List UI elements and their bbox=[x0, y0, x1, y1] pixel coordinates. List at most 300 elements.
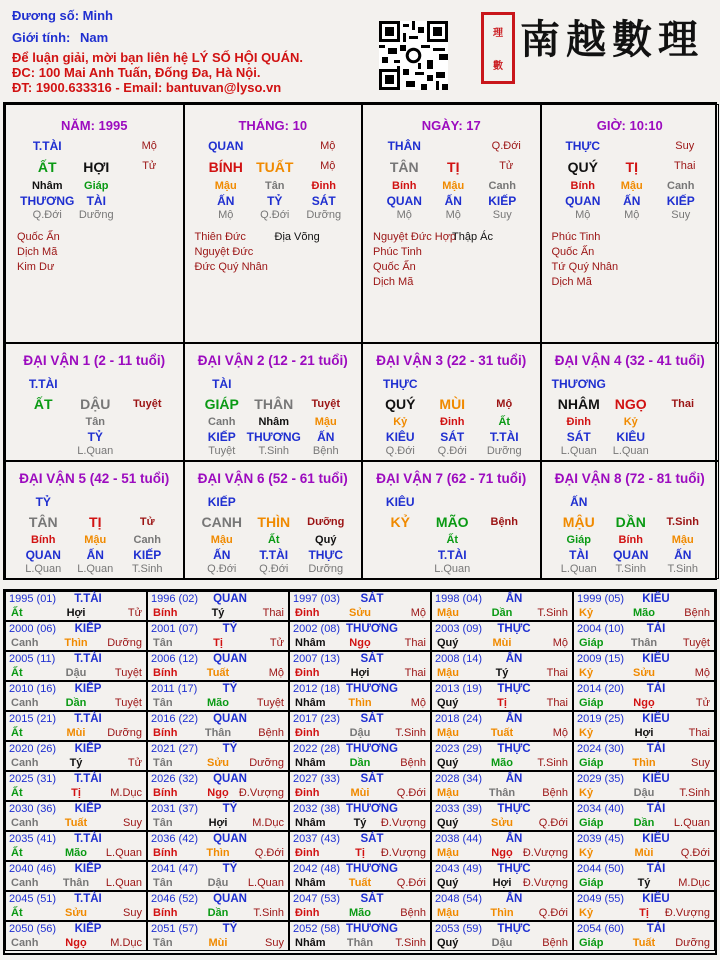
annual-year: 2038 (44) bbox=[435, 833, 483, 845]
dai-van-cell bbox=[541, 343, 720, 461]
annual-god: THƯƠNG bbox=[346, 863, 398, 875]
annual-state: M.Dục bbox=[110, 787, 142, 799]
pillar-cell bbox=[5, 104, 184, 343]
annual-cell bbox=[147, 741, 289, 771]
annual-cell bbox=[147, 921, 289, 951]
annual-chi: Tị bbox=[71, 787, 81, 799]
annual-can: Ất bbox=[11, 607, 23, 619]
annual-cell bbox=[147, 621, 289, 651]
annual-year: 2001 (07) bbox=[151, 623, 199, 635]
annual-cell bbox=[431, 681, 573, 711]
dai-van-state: Dưỡng bbox=[307, 516, 345, 528]
annual-can: Đinh bbox=[295, 607, 320, 619]
special-star: Phúc Tinh bbox=[373, 246, 422, 258]
pillar-cell bbox=[362, 104, 541, 343]
special-star: Nguyệt Đức bbox=[194, 246, 254, 258]
annual-cell bbox=[5, 831, 147, 861]
annual-can: Kỷ bbox=[579, 667, 594, 679]
annual-chi: Mão bbox=[65, 847, 87, 859]
dai-van-god: TÀI bbox=[212, 377, 232, 391]
annual-chi: Thìn bbox=[490, 907, 514, 919]
natal-chart bbox=[3, 102, 717, 580]
annual-chi: Thân bbox=[62, 877, 90, 889]
annual-year: 2028 (34) bbox=[435, 773, 483, 785]
pillar-state-mid: Tử bbox=[142, 160, 157, 172]
annual-god: QUAN bbox=[213, 773, 247, 785]
pillar-title: GIỜ: 10:10 bbox=[596, 118, 663, 133]
annual-state: Thai bbox=[404, 667, 426, 679]
dai-van-chi: MÙI bbox=[439, 396, 466, 412]
annual-chi: Mão bbox=[633, 607, 655, 619]
annual-god: TÀI bbox=[646, 623, 666, 635]
annual-year: 2054 (60) bbox=[577, 923, 625, 935]
special-star: Đức Quý Nhân bbox=[194, 261, 268, 273]
dai-van-god: T.TÀI bbox=[28, 377, 58, 391]
annual-can: Bính bbox=[153, 607, 178, 619]
pillar-state-top: Suy bbox=[675, 140, 695, 152]
annual-can: Bính bbox=[153, 907, 178, 919]
annual-year: 2033 (39) bbox=[435, 803, 483, 815]
annual-can: Tân bbox=[153, 697, 173, 709]
annual-state: Tuyệt bbox=[256, 697, 284, 709]
annual-year: 2014 (20) bbox=[577, 683, 625, 695]
name-value: Minh bbox=[82, 8, 113, 23]
dai-van-hidden-state: L.Quan bbox=[612, 445, 649, 457]
annual-god: ẤN bbox=[505, 833, 523, 845]
annual-cell bbox=[289, 801, 431, 831]
annual-god: T.TÀI bbox=[74, 593, 102, 605]
hidden-god: TỶ bbox=[267, 194, 283, 208]
annual-year: 2027 (33) bbox=[293, 773, 341, 785]
annual-state: Suy bbox=[691, 757, 710, 769]
annual-can: Tân bbox=[153, 637, 173, 649]
annual-cell bbox=[431, 621, 573, 651]
annual-chi: Dậu bbox=[633, 787, 655, 799]
dai-van-hidden-stem: Đinh bbox=[566, 416, 591, 428]
hidden-god: SÁT bbox=[311, 194, 336, 208]
annual-state: Đ.Vượng bbox=[380, 817, 426, 829]
annual-chi: Thìn bbox=[632, 757, 656, 769]
annual-year: 2016 (22) bbox=[151, 713, 199, 725]
hidden-god: QUAN bbox=[386, 194, 422, 208]
annual-state: Dưỡng bbox=[675, 937, 710, 949]
hidden-state: Mộ bbox=[218, 209, 234, 221]
pillar-title: NGÀY: 17 bbox=[421, 118, 481, 133]
annual-year: 2043 (49) bbox=[435, 863, 483, 875]
annual-god: SÁT bbox=[360, 833, 384, 845]
dai-van-chi: DẦN bbox=[615, 514, 646, 530]
dai-van-hidden-god: THƯƠNG bbox=[246, 430, 301, 444]
annual-god: T.TÀI bbox=[74, 653, 102, 665]
annual-year: 2011 (17) bbox=[151, 683, 198, 695]
annual-cell bbox=[431, 831, 573, 861]
name-row bbox=[12, 8, 113, 24]
annual-can: Giáp bbox=[579, 877, 604, 889]
annual-state: Mộ bbox=[268, 667, 284, 679]
annual-state: Thai bbox=[546, 667, 568, 679]
annual-chi: Tị bbox=[213, 637, 223, 649]
annual-state: Suy bbox=[265, 937, 284, 949]
annual-can: Tân bbox=[153, 937, 173, 949]
dai-van-title: ĐẠI VẬN 4 (32 - 41 tuổi) bbox=[554, 353, 705, 368]
annual-god: TỶ bbox=[222, 743, 238, 755]
gender-row bbox=[12, 30, 108, 46]
annual-year: 2031 (37) bbox=[151, 803, 199, 815]
annual-can: Tân bbox=[153, 817, 173, 829]
annual-state: Bệnh bbox=[542, 787, 568, 799]
annual-chi: Dần bbox=[349, 757, 371, 769]
annual-can: Quý bbox=[437, 697, 459, 709]
hidden-stem: Mậu bbox=[442, 180, 465, 192]
annual-chi: Ngọ bbox=[491, 847, 513, 859]
annual-can: Bính bbox=[153, 847, 178, 859]
annual-cell bbox=[147, 681, 289, 711]
annual-can: Nhâm bbox=[295, 817, 326, 829]
annual-state: Đ.Vượng bbox=[238, 787, 284, 799]
pillar-can: TÂN bbox=[389, 159, 419, 175]
annual-cell bbox=[5, 741, 147, 771]
annual-god: T.TÀI bbox=[74, 893, 102, 905]
annual-god: TỶ bbox=[222, 803, 238, 815]
dai-van-hidden-state: L.Quan bbox=[434, 563, 471, 575]
annual-year: 2013 (19) bbox=[435, 683, 483, 695]
annual-cell bbox=[147, 861, 289, 891]
dai-van-hidden-god: KIÊU bbox=[616, 430, 646, 444]
dai-van-cell bbox=[362, 461, 541, 579]
dai-van-state: Tuyệt bbox=[311, 398, 341, 410]
dai-van-chi: DẬU bbox=[80, 396, 111, 412]
annual-cell bbox=[431, 801, 573, 831]
dai-van-title: ĐẠI VẬN 8 (72 - 81 tuổi) bbox=[554, 471, 705, 486]
annual-state: Bệnh bbox=[400, 907, 426, 919]
annual-god: TÀI bbox=[646, 683, 666, 695]
annual-can: Đinh bbox=[295, 667, 320, 679]
annual-year: 2044 (50) bbox=[577, 863, 625, 875]
special-star: Thiên Đức bbox=[194, 231, 246, 243]
dai-van-hidden-god: TÀI bbox=[569, 548, 589, 562]
annual-state: Thai bbox=[688, 727, 710, 739]
annual-god: QUAN bbox=[213, 653, 247, 665]
annual-year: 2041 (47) bbox=[151, 863, 199, 875]
annual-can: Giáp bbox=[579, 697, 604, 709]
annual-year: 2023 (29) bbox=[435, 743, 483, 755]
annual-can: Kỷ bbox=[579, 727, 594, 739]
hidden-state: Dưỡng bbox=[78, 209, 114, 221]
annual-state: Q.Đới bbox=[538, 907, 568, 919]
annual-chi: Mão bbox=[349, 907, 371, 919]
dai-van-chi: TỊ bbox=[89, 514, 102, 530]
annual-state: Q.Đới bbox=[254, 847, 284, 859]
dai-van-hidden-stem: Đinh bbox=[440, 416, 465, 428]
annual-state: Đ.Vượng bbox=[522, 847, 568, 859]
annual-can: Giáp bbox=[579, 757, 604, 769]
annual-chi: Hợi bbox=[492, 877, 512, 889]
annual-cell bbox=[289, 651, 431, 681]
annual-god: TỶ bbox=[222, 923, 238, 935]
annual-year: 2019 (25) bbox=[577, 713, 625, 725]
annual-year: 2036 (42) bbox=[151, 833, 199, 845]
dai-van-hidden-stem: Ất bbox=[267, 534, 280, 546]
annual-state: Đ.Vượng bbox=[664, 907, 710, 919]
annual-cell bbox=[5, 861, 147, 891]
annual-god: SÁT bbox=[360, 713, 384, 725]
dai-van-hidden-stem: Ất bbox=[446, 534, 459, 546]
dai-van-title: ĐẠI VẬN 7 (62 - 71 tuổi) bbox=[376, 471, 527, 486]
hidden-state: Dưỡng bbox=[306, 209, 342, 221]
annual-year: 2025 (31) bbox=[9, 773, 57, 785]
annual-can: Canh bbox=[11, 757, 39, 769]
annual-god: ẤN bbox=[505, 893, 523, 905]
annual-cell bbox=[289, 711, 431, 741]
annual-cell bbox=[573, 681, 715, 711]
annual-chi: Mùi bbox=[208, 937, 228, 949]
annual-chi: Sửu bbox=[206, 757, 230, 769]
annual-chi: Sửu bbox=[632, 667, 656, 679]
annual-cell bbox=[289, 621, 431, 651]
annual-god: ẤN bbox=[505, 773, 523, 785]
annual-year: 2008 (14) bbox=[435, 653, 483, 665]
annual-can: Đinh bbox=[295, 847, 320, 859]
annual-state: Dưỡng bbox=[107, 637, 142, 649]
annual-can: Canh bbox=[11, 877, 39, 889]
annual-chi: Mão bbox=[207, 697, 229, 709]
hidden-stem: Bính bbox=[392, 180, 417, 192]
special-star: Dịch Mã bbox=[17, 246, 58, 258]
dai-van-god: KIÊU bbox=[385, 495, 415, 509]
annual-year: 2035 (41) bbox=[9, 833, 57, 845]
annual-state: Đ.Vượng bbox=[522, 877, 568, 889]
hidden-state: Suy bbox=[671, 209, 691, 221]
annual-year: 1998 (04) bbox=[435, 593, 483, 605]
annual-state: Đ.Vượng bbox=[380, 847, 426, 859]
dai-van-hidden-god: T.TÀI bbox=[489, 430, 519, 444]
annual-state: Thai bbox=[262, 607, 284, 619]
dai-van-cell bbox=[5, 343, 184, 461]
dai-van-hidden-state: Q.Đới bbox=[437, 445, 467, 457]
dai-van-hidden-stem: Mậu bbox=[671, 534, 694, 546]
dai-van-hidden-stem: Kỷ bbox=[623, 416, 638, 428]
annual-can: Quý bbox=[437, 637, 459, 649]
dai-van-god: THỰC bbox=[382, 377, 418, 391]
annual-chi: Tị bbox=[355, 847, 365, 859]
annual-state: T.Sinh bbox=[537, 607, 568, 619]
annual-cell bbox=[573, 831, 715, 861]
annual-year: 2034 (40) bbox=[577, 803, 625, 815]
annual-cell bbox=[147, 891, 289, 921]
dai-van-hidden-stem: Quý bbox=[315, 534, 337, 546]
hidden-stem: Canh bbox=[667, 180, 695, 192]
annual-chi: Tuất bbox=[490, 727, 514, 739]
annual-grid bbox=[3, 589, 717, 955]
annual-cell bbox=[147, 651, 289, 681]
annual-god: SÁT bbox=[360, 653, 384, 665]
annual-god: T.TÀI bbox=[74, 833, 102, 845]
annual-state: Bệnh bbox=[684, 607, 710, 619]
annual-cell bbox=[5, 591, 147, 621]
annual-chi: Hợi bbox=[634, 727, 654, 739]
annual-can: Nhâm bbox=[295, 757, 326, 769]
dai-van-hidden-god: T.TÀI bbox=[437, 548, 467, 562]
annual-chi: Tị bbox=[497, 697, 507, 709]
annual-god: TỶ bbox=[222, 863, 238, 875]
special-star-right: Thập Ác bbox=[452, 231, 493, 243]
annual-chi: Tý bbox=[495, 667, 509, 679]
annual-god: THỰC bbox=[497, 923, 531, 935]
annual-state: Thai bbox=[404, 637, 426, 649]
annual-year: 2040 (46) bbox=[9, 863, 57, 875]
annual-year: 2045 (51) bbox=[9, 893, 57, 905]
dai-van-hidden-stem: Mậu bbox=[84, 534, 107, 546]
annual-god: SÁT bbox=[360, 773, 384, 785]
dai-van-can: MẬU bbox=[562, 514, 595, 530]
annual-god: KIẾP bbox=[74, 803, 102, 815]
dai-van-hidden-god: THỰC bbox=[308, 548, 344, 562]
dai-van-hidden-state: L.Quan bbox=[560, 445, 597, 457]
annual-can: Quý bbox=[437, 817, 459, 829]
dai-van-cell bbox=[184, 461, 363, 579]
dai-van-hidden-state: Dưỡng bbox=[308, 563, 344, 575]
dai-van-god: THƯƠNG bbox=[551, 377, 606, 391]
annual-can: Ất bbox=[11, 787, 23, 799]
annual-year: 2049 (55) bbox=[577, 893, 625, 905]
qr-code-icon[interactable] bbox=[379, 21, 448, 90]
annual-state: L.Quan bbox=[673, 817, 710, 829]
annual-year: 2030 (36) bbox=[9, 803, 57, 815]
annual-god: THỰC bbox=[497, 803, 531, 815]
special-star: Quốc Ấn bbox=[373, 261, 416, 273]
pillar-state-mid: Mộ bbox=[320, 160, 336, 172]
annual-god: TÀI bbox=[646, 743, 666, 755]
annual-cell bbox=[5, 921, 147, 951]
special-star: Nguyệt Đức Hợp bbox=[373, 231, 457, 243]
annual-year: 2007 (13) bbox=[293, 653, 341, 665]
annual-can: Mậu bbox=[437, 847, 459, 859]
dai-van-hidden-god: KIẾP bbox=[133, 548, 162, 562]
annual-chi: Tý bbox=[637, 877, 651, 889]
annual-can: Kỷ bbox=[579, 607, 594, 619]
annual-chi: Mùi bbox=[66, 727, 86, 739]
dai-van-can: QUÝ bbox=[385, 396, 416, 412]
annual-chi: Thân bbox=[204, 727, 232, 739]
dai-van-hidden-god: T.TÀI bbox=[259, 548, 289, 562]
annual-god: THƯƠNG bbox=[346, 623, 398, 635]
annual-god: TÀI bbox=[646, 863, 666, 875]
annual-god: THƯƠNG bbox=[346, 743, 398, 755]
annual-state: Dưỡng bbox=[249, 757, 284, 769]
annual-cell bbox=[147, 591, 289, 621]
dai-van-hidden-state: T.Sinh bbox=[258, 445, 290, 457]
annual-cell bbox=[5, 711, 147, 741]
annual-god: THỰC bbox=[497, 623, 531, 635]
dai-van-god: ẤN bbox=[570, 495, 588, 509]
annual-chi: Dậu bbox=[491, 937, 513, 949]
hidden-god: KIẾP bbox=[666, 194, 695, 208]
annual-year: 2004 (10) bbox=[577, 623, 625, 635]
annual-state: Mộ bbox=[552, 637, 568, 649]
annual-can: Ất bbox=[11, 727, 23, 739]
dai-van-hidden-god: SÁT bbox=[440, 430, 465, 444]
annual-year: 2021 (27) bbox=[151, 743, 199, 755]
annual-year: 2005 (11) bbox=[9, 653, 56, 665]
annual-cell bbox=[573, 711, 715, 741]
annual-cell bbox=[573, 921, 715, 951]
annual-state: T.Sinh bbox=[679, 787, 710, 799]
annual-year: 1997 (03) bbox=[293, 593, 341, 605]
dai-van-hidden-god: ẤN bbox=[213, 548, 231, 562]
annual-chi: Hợi bbox=[350, 667, 370, 679]
annual-cell bbox=[289, 741, 431, 771]
annual-can: Nhâm bbox=[295, 637, 326, 649]
dai-van-can: ẤT bbox=[33, 396, 53, 412]
annual-state: Dưỡng bbox=[107, 727, 142, 739]
annual-state: Q.Đới bbox=[396, 787, 426, 799]
annual-year: 2047 (53) bbox=[293, 893, 341, 905]
hidden-state: Mộ bbox=[396, 209, 412, 221]
annual-state: Q.Đới bbox=[538, 817, 568, 829]
annual-can: Kỷ bbox=[579, 847, 594, 859]
annual-chi: Mão bbox=[491, 757, 513, 769]
dai-van-hidden-god: SÁT bbox=[566, 430, 591, 444]
annual-can: Giáp bbox=[579, 817, 604, 829]
annual-state: Tử bbox=[127, 607, 142, 619]
dai-van-hidden-stem: Bính bbox=[31, 534, 56, 546]
dai-van-hidden-god: QUAN bbox=[25, 548, 61, 562]
annual-cell bbox=[431, 771, 573, 801]
special-star: Phúc Tinh bbox=[551, 231, 601, 243]
annual-god: KIẾP bbox=[74, 863, 102, 875]
dai-van-god: KIẾP bbox=[207, 495, 236, 509]
annual-state: Q.Đới bbox=[396, 877, 426, 889]
dai-van-hidden-state: L.Quan bbox=[25, 563, 62, 575]
dai-van-cell bbox=[541, 461, 720, 579]
annual-chi: Sửu bbox=[348, 607, 372, 619]
annual-cell bbox=[147, 831, 289, 861]
annual-god: T.TÀI bbox=[74, 713, 102, 725]
dai-van-hidden-stem: Giáp bbox=[566, 534, 591, 546]
pillar-can: BÍNH bbox=[208, 159, 243, 175]
annual-chi: Thân bbox=[488, 787, 516, 799]
hidden-god: QUAN bbox=[565, 194, 601, 208]
annual-state: T.Sinh bbox=[395, 937, 426, 949]
hidden-state: Mộ bbox=[624, 209, 640, 221]
annual-can: Canh bbox=[11, 637, 39, 649]
hidden-god: ẤN bbox=[623, 194, 641, 208]
annual-year: 2029 (35) bbox=[577, 773, 625, 785]
annual-can: Đinh bbox=[295, 727, 320, 739]
dai-van-state: T.Sinh bbox=[666, 516, 699, 528]
annual-state: Suy bbox=[123, 907, 142, 919]
annual-god: KIẾP bbox=[74, 683, 102, 695]
annual-chi: Thân bbox=[630, 637, 658, 649]
annual-year: 2002 (08) bbox=[293, 623, 341, 635]
brand-logo: 南越數理 bbox=[520, 16, 704, 63]
annual-chi: Ngọ bbox=[633, 697, 655, 709]
annual-cell bbox=[573, 591, 715, 621]
annual-year: 2051 (57) bbox=[151, 923, 199, 935]
annual-chi: Thìn bbox=[348, 697, 372, 709]
annual-year: 2017 (23) bbox=[293, 713, 341, 725]
hidden-stem: Tân bbox=[264, 180, 285, 192]
pillar-state-top: Mộ bbox=[320, 140, 336, 152]
annual-god: QUAN bbox=[213, 833, 247, 845]
dai-van-hidden-state: T.Sinh bbox=[615, 563, 647, 575]
dai-van-hidden-state: Q.Đới bbox=[207, 563, 237, 575]
annual-god: T.TÀI bbox=[74, 773, 102, 785]
pillar-state-mid: Tử bbox=[499, 160, 514, 172]
dai-van-title: ĐẠI VẬN 2 (12 - 21 tuổi) bbox=[197, 353, 348, 368]
annual-state: Tử bbox=[269, 637, 284, 649]
annual-chi: Tý bbox=[211, 607, 225, 619]
